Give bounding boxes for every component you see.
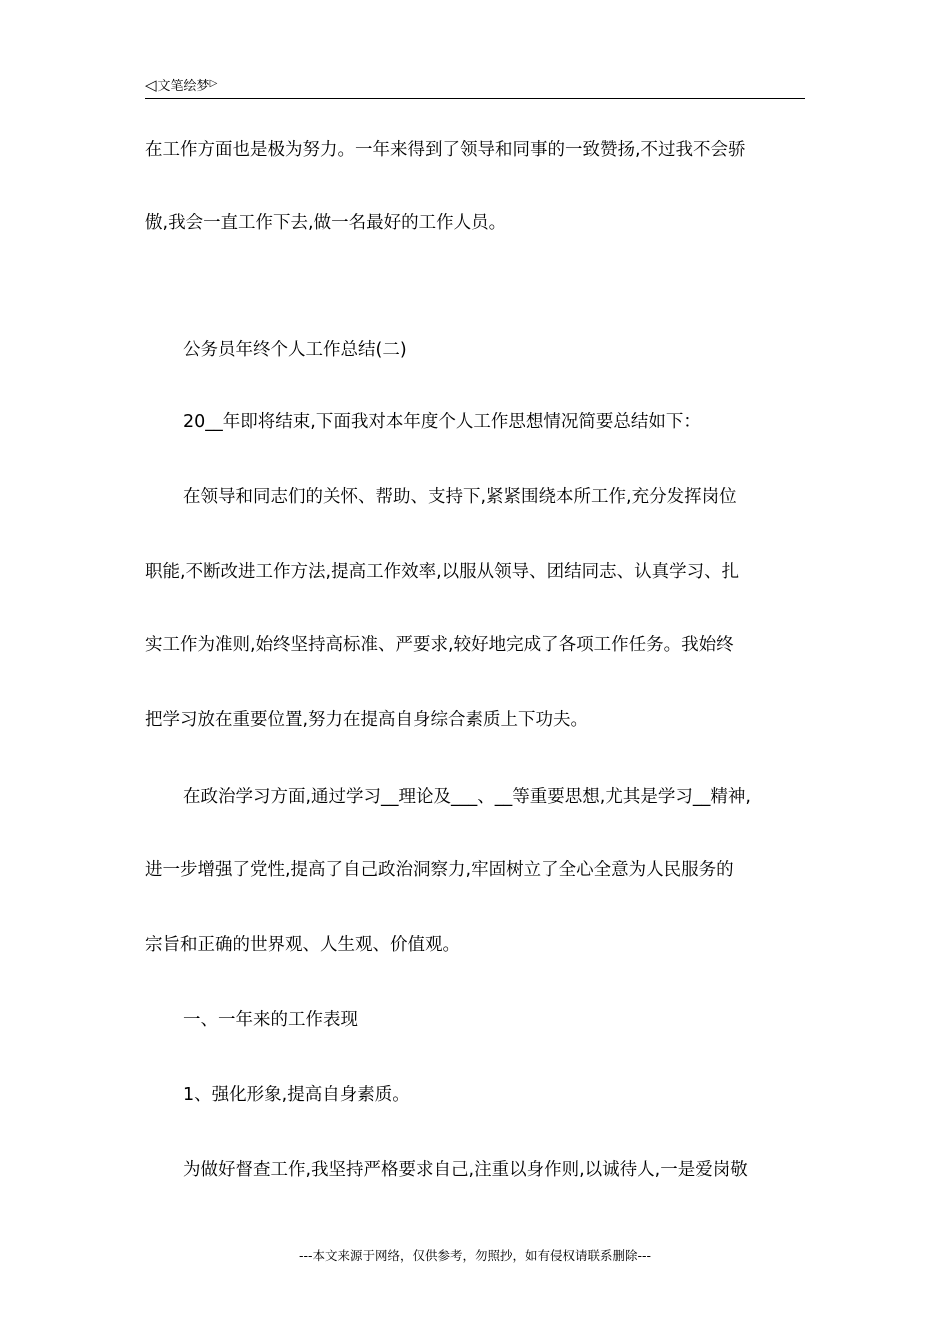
body-line-8: 把学习放在重要位置,努力在提高自身综合素质上下功夫。 — [145, 710, 589, 730]
paragraph-intro: 20__年即将结束,下面我对本年度个人工作思想情况简要总结如下： — [183, 412, 701, 432]
page-footer: ---本文来源于网络，仅供参考，勿照抄，如有侵权请联系删除--- — [298, 1248, 652, 1263]
subheading-1-1: 1、强化形象,提高自身素质。 — [183, 1085, 410, 1105]
body-line-6: 职能,不断改进工作方法,提高工作效率,以服从领导、团结同志、认真学习、扎 — [145, 562, 740, 582]
body-line-2: 傲,我会一直工作下去,做一名最好的工作人员。 — [145, 213, 507, 233]
section-heading: 公务员年终个人工作总结(二) — [183, 340, 407, 360]
body-line-10: 进一步增强了党性,提高了自己政治洞察力,牢固树立了全心全意为人民服务的 — [145, 860, 734, 880]
left-triangle-icon: ◁ — [145, 76, 157, 94]
subheading-1: 一、一年来的工作表现 — [183, 1010, 358, 1030]
body-line-11: 宗旨和正确的世界观、人生观、价值观。 — [145, 935, 460, 955]
body-line-5: 在领导和同志们的关怀、帮助、支持下,紧紧围绕本所工作,充分发挥岗位 — [183, 487, 737, 507]
body-line-7: 实工作为准则,始终坚持高标准、严要求,较好地完成了各项工作任务。我始终 — [145, 635, 734, 655]
right-triangle-icon: ▷ — [209, 78, 218, 89]
page-header — [145, 74, 805, 99]
body-line-14: 为做好督查工作,我坚持严格要求自己,注重以身作则,以诚待人,一是爱岗敬 — [183, 1160, 748, 1180]
body-line-9: 在政治学习方面,通过学习__理论及___、__等重要思想,尤其是学习__精神, — [183, 787, 751, 807]
body-line-1: 在工作方面也是极为努力。一年来得到了领导和同事的一致赞扬,不过我不会骄 — [145, 140, 746, 160]
header-title: 文笔绘梦 — [157, 79, 210, 94]
